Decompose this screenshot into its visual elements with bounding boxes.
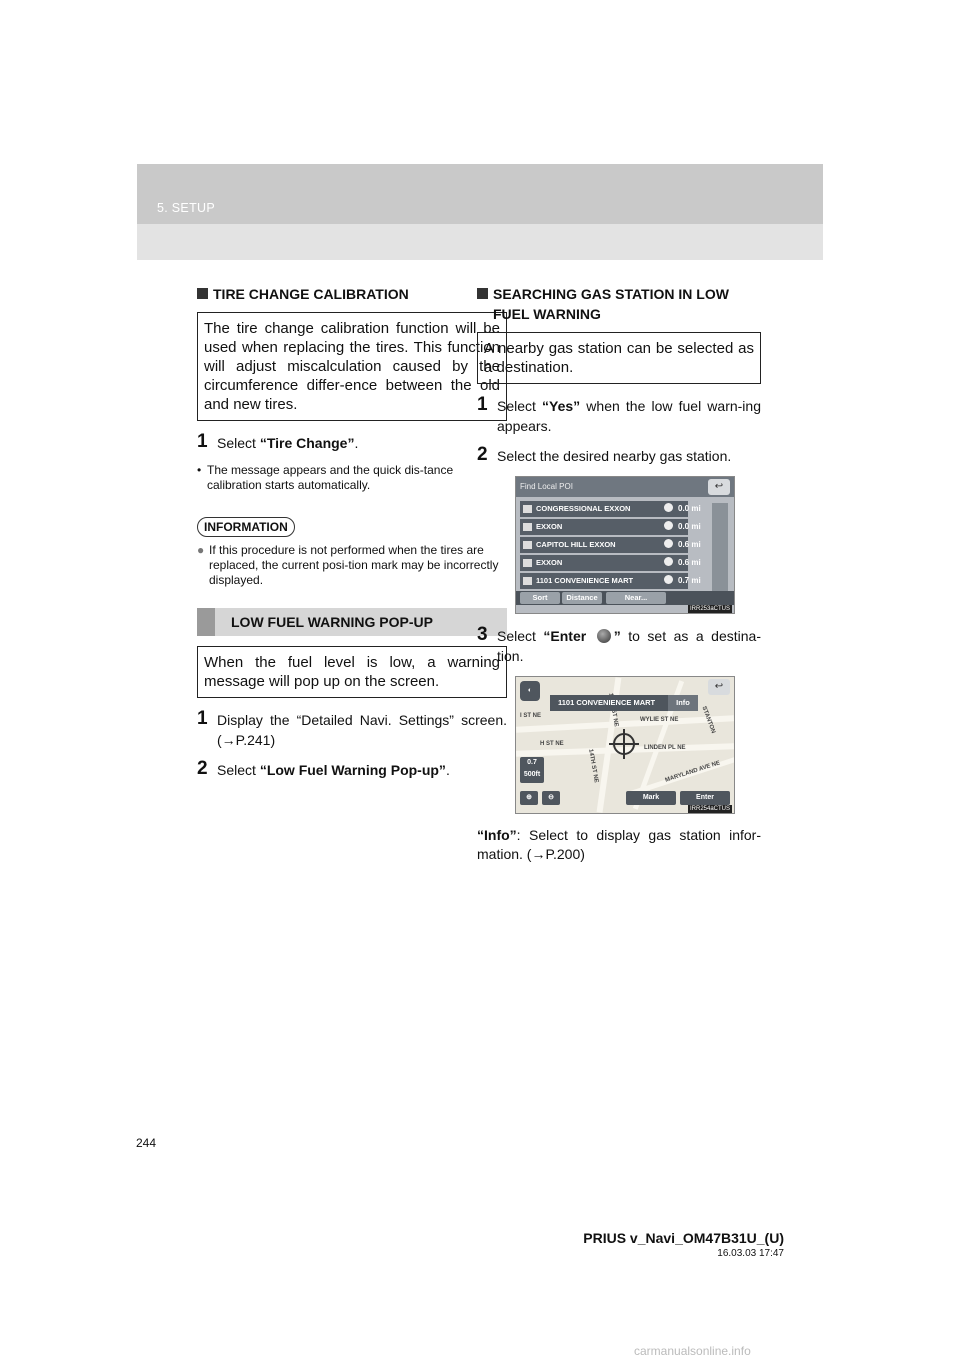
poi-screen-title: Find Local POI: [516, 477, 734, 497]
gas-station-icon: [523, 577, 532, 585]
document-id: PRIUS v_Navi_OM47B31U_(U): [583, 1230, 784, 1246]
gas-station-icon: [523, 523, 532, 531]
poi-distance: 0.7 mi: [664, 573, 702, 589]
poi-row[interactable]: EXXON: [520, 555, 688, 571]
find-local-poi-screenshot: [515, 476, 735, 614]
poi-row[interactable]: 1101 CONVENIENCE MART: [520, 573, 688, 589]
gas-station-heading: SEARCHING GAS STATION IN LOW FUEL WARNING: [477, 284, 761, 324]
gas-step-2: 2 Select the desired nearby gas station.: [477, 444, 732, 465]
gas-station-icon: [523, 559, 532, 567]
destination-banner: 1101 CONVENIENCE MART Info: [550, 695, 698, 711]
bullet-icon: •: [197, 463, 202, 477]
poi-distance: 0.6 mi: [664, 555, 702, 571]
header-band: [137, 164, 823, 224]
bullet-icon: ●: [197, 543, 205, 557]
gas-step-1: 1 Select “Yes” when the low fuel warn-ing appears.: [477, 394, 761, 434]
tire-bullet: • The message appears and the quick dis-tance calibration starts automatically.: [197, 463, 454, 492]
tire-change-label: “Tire Change”: [259, 435, 355, 451]
low-fuel-step-1: 1 Display the “Detailed Navi. Settings” screen. (→P.241): [197, 708, 507, 748]
figure-code: IRR254aCTUS: [689, 806, 730, 812]
heading-block-icon: [197, 608, 215, 636]
gas-station-icon: [523, 541, 532, 549]
enter-button[interactable]: Enter: [680, 791, 730, 805]
info-button[interactable]: Info: [668, 695, 698, 711]
zoom-in-icon[interactable]: ⊕: [520, 791, 538, 805]
figure-code: IRR253aCTUS: [689, 606, 730, 612]
gas-station-icon: [523, 505, 532, 513]
poi-tab-bar: [516, 591, 734, 605]
back-icon[interactable]: ↩: [708, 679, 730, 695]
distance-button[interactable]: Distance: [562, 592, 602, 604]
document-date: 16.03.03 17:47: [717, 1248, 784, 1259]
gas-step-3: 3 Select “Enter ” to set as a destina-tion.: [477, 624, 761, 664]
direction-icon: [664, 521, 673, 530]
header-subband: [137, 224, 823, 260]
poi-distance: 0.0 mi: [664, 501, 702, 517]
compass-icon[interactable]: ◐: [520, 681, 540, 701]
information-tag: INFORMATION: [197, 517, 295, 537]
enter-label: “Enter ”: [543, 628, 621, 644]
tire-change-intro: The tire change calibration function will be used when replacing the tires. This function will adjust miscalculation caused by the circumference differ-ence between the old and new tires.: [197, 312, 507, 421]
info-note: “Info”: Select to display gas station infor-mation. (→P.200): [477, 827, 761, 862]
poi-row[interactable]: EXXON: [520, 519, 688, 535]
low-fuel-intro: When the fuel level is low, a warning message will pop up on the screen.: [197, 646, 507, 698]
zoom-out-icon[interactable]: ⊖: [542, 791, 560, 805]
direction-icon: [664, 557, 673, 566]
poi-distance: 0.0 mi: [664, 519, 702, 535]
watermark: carmanualsonline.info: [634, 1344, 751, 1358]
mark-button[interactable]: Mark: [626, 791, 676, 805]
low-fuel-heading: LOW FUEL WARNING POP-UP: [197, 608, 507, 636]
direction-icon: [664, 539, 673, 548]
back-icon[interactable]: ↩: [708, 479, 730, 495]
scrollbar[interactable]: [712, 503, 728, 593]
tire-change-heading: TIRE CHANGE CALIBRATION: [197, 284, 507, 304]
page-number: 244: [136, 1136, 157, 1150]
square-bullet-icon: [477, 288, 488, 299]
tire-step-1: 1 Select “Tire Change”.: [197, 431, 359, 452]
direction-icon: [664, 575, 673, 584]
information-note: ● If this procedure is not performed when the tires are replaced, the current posi-tion mark may be incorrectly displayed.: [197, 543, 499, 587]
square-bullet-icon: [197, 288, 208, 299]
gas-station-intro: A nearby gas station can be selected as a destination.: [477, 332, 761, 384]
poi-row[interactable]: CAPITOL HILL EXXON: [520, 537, 688, 553]
cursor-crosshair-icon: [613, 733, 635, 755]
direction-icon: [664, 503, 673, 512]
sort-button[interactable]: Sort: [520, 592, 560, 604]
left-column: [197, 284, 507, 790]
low-fuel-step-2: 2 Select “Low Fuel Warning Pop-up”.: [197, 758, 450, 779]
map-screenshot: I ST NE H ST NE WYLIE ST NE LINDEN PL NE MARYLAND AVE NE 14TH ST NE STANTON ◐ 1101 CONVENIENCE MART Info ↩ 0.7 500ft ⊕ ⊖ Mark Enter IRR254aCTUS: [515, 676, 735, 814]
poi-row[interactable]: CONGRESSIONAL EXXON: [520, 501, 688, 517]
enter-icon: [597, 629, 611, 643]
section-label: 5. SETUP: [157, 201, 215, 215]
near-button[interactable]: Near...: [606, 592, 666, 604]
scale-indicator[interactable]: 0.7 500ft: [520, 757, 544, 783]
right-column: [477, 284, 761, 864]
poi-distance: 0.6 mi: [664, 537, 702, 553]
